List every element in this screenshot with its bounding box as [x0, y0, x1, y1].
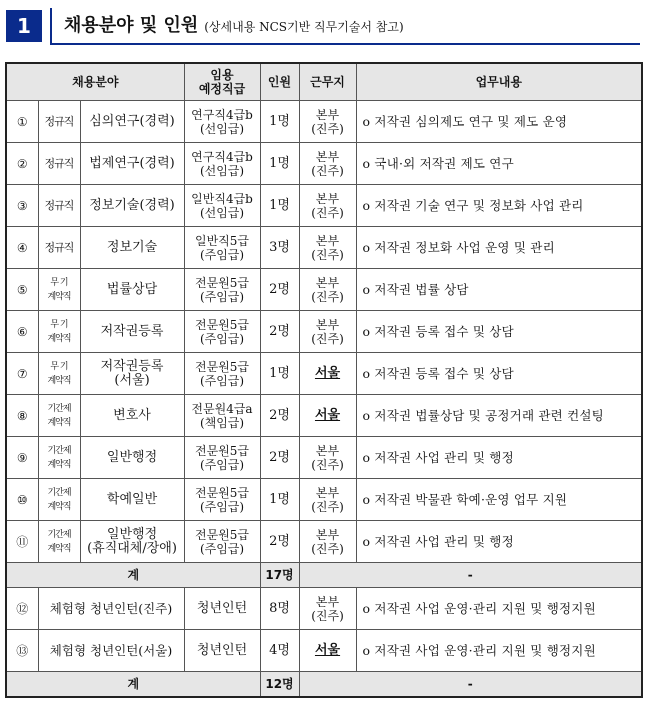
- grade-line: (주임급): [199, 373, 245, 388]
- field-name-line: 저작권등록: [100, 358, 164, 374]
- field-name: [80, 353, 184, 395]
- employment-type-line: 정규직: [44, 114, 74, 128]
- col-header-count: 인원: [260, 63, 299, 101]
- employment-type: [38, 269, 80, 311]
- section-header: [4, 6, 638, 46]
- headcount: 1명: [260, 185, 299, 227]
- employment-type: [38, 143, 80, 185]
- field-name-line: (휴직대체/장애): [87, 540, 177, 556]
- field-name-line: 학예일반: [106, 491, 158, 507]
- field-name: [80, 437, 184, 479]
- employment-type-line: 계약직: [47, 333, 71, 344]
- grade-line: (선임급): [199, 163, 245, 178]
- field-name-line: 변호사: [113, 407, 151, 423]
- section-title: [64, 11, 404, 37]
- work-location-line: 서울: [314, 642, 341, 658]
- table-row: [6, 437, 642, 479]
- grade: [184, 101, 260, 143]
- work-location-line: (진주): [311, 608, 344, 623]
- col-header-grade-l2: 예정직급: [198, 82, 246, 96]
- grade: [184, 395, 260, 437]
- grade: [184, 227, 260, 269]
- section-subtitle: (상세내용 NCS기반 직무기술서 참고): [204, 20, 404, 34]
- grade-line: (주임급): [199, 289, 245, 304]
- work-location: [299, 630, 356, 672]
- grade-line: (선임급): [199, 205, 245, 220]
- work-location: [299, 437, 356, 479]
- work-location: [299, 353, 356, 395]
- employment-type-line: 정규직: [44, 156, 74, 170]
- table-row: [6, 479, 642, 521]
- field-name: [80, 185, 184, 227]
- work-location-line: 본부: [315, 191, 340, 206]
- grade-line: 연구직4급b: [191, 107, 253, 122]
- row-number: ⑩: [6, 479, 38, 521]
- duty-description: o 저작권 심의제도 연구 및 제도 운영: [356, 101, 642, 143]
- work-location-line: 본부: [315, 317, 340, 332]
- work-location-line: 본부: [315, 275, 340, 290]
- table-row: [6, 269, 642, 311]
- header-underline: [52, 43, 640, 45]
- grade-line: (주임급): [199, 541, 245, 556]
- work-location: [299, 521, 356, 563]
- table-row: [6, 101, 642, 143]
- row-number: ③: [6, 185, 38, 227]
- field-name-line: 저작권등록: [100, 323, 164, 339]
- work-location: [299, 269, 356, 311]
- field-name: 체험형 청년인턴(진주): [38, 588, 184, 630]
- subtotal-duty: -: [299, 672, 642, 698]
- employment-type: [38, 227, 80, 269]
- table-row: [6, 311, 642, 353]
- field-name-line: (서울): [114, 372, 150, 388]
- duty-description: o 저작권 등록 접수 및 상담: [356, 311, 642, 353]
- grade: [184, 311, 260, 353]
- col-header-grade: [184, 63, 260, 101]
- grade-line: (선임급): [199, 121, 245, 136]
- employment-type-line: 무 기: [50, 319, 68, 330]
- headcount: 2명: [260, 269, 299, 311]
- headcount: 2명: [260, 395, 299, 437]
- field-name-line: 정보기술: [106, 239, 158, 255]
- duty-description: o 국내·외 저작권 제도 연구: [356, 143, 642, 185]
- grade-line: 전문원5급: [195, 527, 250, 542]
- row-number: ⑨: [6, 437, 38, 479]
- field-name-line: 심의연구(경력): [89, 113, 175, 129]
- table-row: [6, 185, 642, 227]
- work-location-line: (진주): [311, 499, 344, 514]
- work-location: [299, 588, 356, 630]
- subtotal-row: [6, 672, 642, 698]
- table-row: [6, 395, 642, 437]
- subtotal-count: 17명: [260, 563, 299, 588]
- duty-description: o 저작권 사업 관리 및 행정: [356, 521, 642, 563]
- grade: 청년인턴: [184, 588, 260, 630]
- field-name: [80, 521, 184, 563]
- subtotal-row: [6, 563, 642, 588]
- field-name: [80, 479, 184, 521]
- work-location-line: (진주): [311, 205, 344, 220]
- employment-type: [38, 437, 80, 479]
- grade-line: 전문원5급: [195, 485, 250, 500]
- work-location-line: (진주): [311, 331, 344, 346]
- col-header-grade-l1: 임용: [210, 68, 234, 82]
- row-number: ⑥: [6, 311, 38, 353]
- headcount: 1명: [260, 101, 299, 143]
- row-number: ⑫: [6, 588, 38, 630]
- employment-type: [38, 353, 80, 395]
- grade-line: (책임급): [199, 415, 245, 430]
- headcount: 4명: [260, 630, 299, 672]
- table-row: [6, 227, 642, 269]
- grade-line: (주임급): [199, 457, 245, 472]
- subtotal-label: 계: [6, 672, 260, 698]
- table-row: [6, 588, 642, 630]
- grade-line: 전문원4급a: [191, 401, 253, 416]
- work-location-line: 본부: [315, 233, 340, 248]
- field-name-line: 정보기술(경력): [89, 197, 175, 213]
- employment-type-line: 무 기: [50, 277, 68, 288]
- work-location-line: (진주): [311, 247, 344, 262]
- grade: [184, 353, 260, 395]
- table-row: [6, 143, 642, 185]
- work-location-line: (진주): [311, 541, 344, 556]
- grade-line: (주임급): [199, 331, 245, 346]
- duty-description: o 저작권 사업 운영·관리 지원 및 행정지원: [356, 630, 642, 672]
- duty-description: o 저작권 사업 관리 및 행정: [356, 437, 642, 479]
- grade: [184, 185, 260, 227]
- employment-type: [38, 185, 80, 227]
- grade-line: (주임급): [199, 499, 245, 514]
- work-location-line: (진주): [311, 121, 344, 136]
- grade: [184, 269, 260, 311]
- field-name-line: 법제연구(경력): [89, 155, 175, 171]
- row-number: ①: [6, 101, 38, 143]
- employment-type-line: 계약직: [47, 543, 71, 554]
- employment-type-line: 계약직: [47, 375, 71, 386]
- work-location-line: 본부: [315, 443, 340, 458]
- work-location-line: 본부: [315, 107, 340, 122]
- grade: [184, 143, 260, 185]
- grade: [184, 521, 260, 563]
- duty-description: o 저작권 등록 접수 및 상담: [356, 353, 642, 395]
- row-number: ⑦: [6, 353, 38, 395]
- work-location-line: 본부: [315, 527, 340, 542]
- field-name-line: 법률상담: [106, 281, 158, 297]
- recruitment-table: [5, 62, 643, 698]
- work-location: [299, 311, 356, 353]
- work-location-line: 본부: [315, 594, 340, 609]
- subtotal-duty: -: [299, 563, 642, 588]
- employment-type: [38, 101, 80, 143]
- grade-line: 연구직4급b: [191, 149, 253, 164]
- employment-type-line: 정규직: [44, 198, 74, 212]
- employment-type-line: 기간제: [47, 529, 71, 540]
- field-name: [80, 395, 184, 437]
- work-location-line: 서울: [314, 407, 341, 423]
- field-name: [80, 101, 184, 143]
- field-name: 체험형 청년인턴(서울): [38, 630, 184, 672]
- field-name-line: 일반행정: [106, 449, 158, 465]
- work-location: [299, 101, 356, 143]
- table-row: [6, 353, 642, 395]
- row-number: ⑬: [6, 630, 38, 672]
- work-location-line: 본부: [315, 485, 340, 500]
- duty-description: o 저작권 사업 운영·관리 지원 및 행정지원: [356, 588, 642, 630]
- row-number: ⑪: [6, 521, 38, 563]
- subtotal-label: 계: [6, 563, 260, 588]
- field-name: [80, 311, 184, 353]
- headcount: 1명: [260, 479, 299, 521]
- headcount: 3명: [260, 227, 299, 269]
- headcount: 8명: [260, 588, 299, 630]
- duty-description: o 저작권 법률상담 및 공정거래 관련 컨설팅: [356, 395, 642, 437]
- field-name: [80, 227, 184, 269]
- grade-line: 일반직4급b: [191, 191, 253, 206]
- employment-type-line: 기간제: [47, 487, 71, 498]
- work-location-line: (진주): [311, 163, 344, 178]
- headcount: 2명: [260, 311, 299, 353]
- col-header-field: 채용분야: [6, 63, 184, 101]
- grade-line: 전문원5급: [195, 275, 250, 290]
- grade: 청년인턴: [184, 630, 260, 672]
- grade-line: 전문원5급: [195, 443, 250, 458]
- duty-description: o 저작권 법률 상담: [356, 269, 642, 311]
- employment-type-line: 기간제: [47, 403, 71, 414]
- row-number: ④: [6, 227, 38, 269]
- subtotal-count: 12명: [260, 672, 299, 698]
- employment-type-line: 계약직: [47, 417, 71, 428]
- table-row: [6, 630, 642, 672]
- duty-description: o 저작권 정보화 사업 운영 및 관리: [356, 227, 642, 269]
- employment-type-line: 기간제: [47, 445, 71, 456]
- headcount: 1명: [260, 143, 299, 185]
- work-location-line: 본부: [315, 149, 340, 164]
- header-divider: [50, 8, 52, 45]
- row-number: ②: [6, 143, 38, 185]
- work-location: [299, 185, 356, 227]
- duty-description: o 저작권 기술 연구 및 정보화 사업 관리: [356, 185, 642, 227]
- table-header-row: [6, 63, 642, 101]
- work-location-line: (진주): [311, 289, 344, 304]
- grade: [184, 437, 260, 479]
- duty-description: o 저작권 박물관 학예·운영 업무 지원: [356, 479, 642, 521]
- employment-type: [38, 521, 80, 563]
- grade-line: 전문원5급: [195, 317, 250, 332]
- employment-type-line: 계약직: [47, 459, 71, 470]
- section-title-text: 채용분야 및 인원: [64, 15, 199, 36]
- employment-type-line: 계약직: [47, 501, 71, 512]
- employment-type-line: 정규직: [44, 240, 74, 254]
- grade-line: 전문원5급: [195, 359, 250, 374]
- work-location-line: 서울: [314, 365, 341, 381]
- grade-line: 일반직5급: [195, 233, 250, 248]
- work-location: [299, 227, 356, 269]
- headcount: 1명: [260, 353, 299, 395]
- grade: [184, 479, 260, 521]
- work-location: [299, 143, 356, 185]
- employment-type: [38, 311, 80, 353]
- section-number: 1: [6, 10, 42, 42]
- headcount: 2명: [260, 437, 299, 479]
- field-name-line: 일반행정: [106, 526, 158, 542]
- employment-type-line: 무 기: [50, 361, 68, 372]
- employment-type: [38, 479, 80, 521]
- col-header-duty: 업무내용: [356, 63, 642, 101]
- employment-type: [38, 395, 80, 437]
- field-name: [80, 269, 184, 311]
- field-name: [80, 143, 184, 185]
- headcount: 2명: [260, 521, 299, 563]
- table-row: [6, 521, 642, 563]
- work-location-line: (진주): [311, 457, 344, 472]
- employment-type-line: 계약직: [47, 291, 71, 302]
- col-header-location: 근무지: [299, 63, 356, 101]
- work-location: [299, 479, 356, 521]
- grade-line: (주임급): [199, 247, 245, 262]
- row-number: ⑧: [6, 395, 38, 437]
- work-location: [299, 395, 356, 437]
- row-number: ⑤: [6, 269, 38, 311]
